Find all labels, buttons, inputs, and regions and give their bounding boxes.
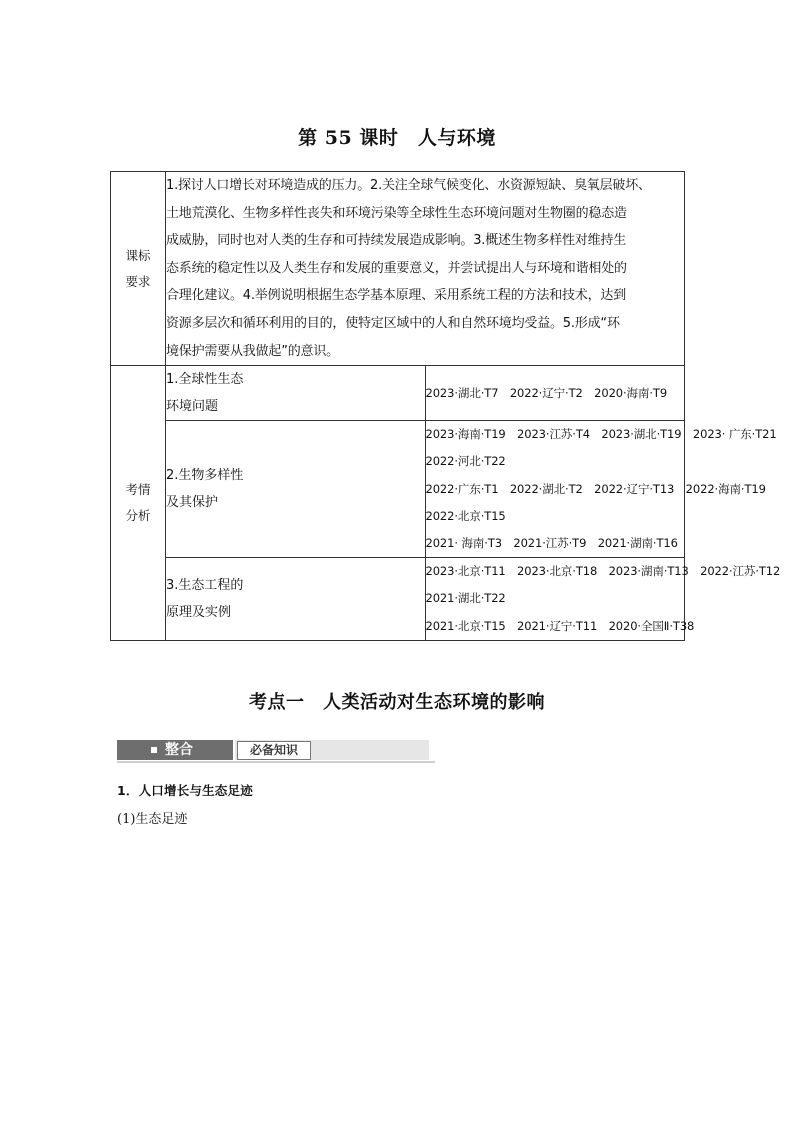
- exam-ref-line: 2023·湖北·T7 2022·辽宁·T2 2020·海南·T9: [425, 385, 668, 400]
- topic-title-line: 环境问题: [166, 399, 219, 415]
- square-bullet-icon: [151, 747, 157, 753]
- topic-cell: [166, 421, 426, 558]
- standard-line: 合理化建议。4.举例说明根据生态学基本原理、采用系统工程的方法和技术，达到: [166, 288, 627, 304]
- analysis-head-line: 分析: [125, 507, 151, 523]
- exam-ref-line: 2021· 海南·T3 2021·江苏·T9 2021·湖南·T16: [425, 535, 678, 550]
- analysis-head-line: 考情: [125, 481, 151, 497]
- section-heading: 考点一 人类活动对生态环境的影响: [249, 692, 545, 713]
- exam-ref-line: 2023·北京·T11 2023·北京·T18 2023·湖南·T13 2022·江苏·T12: [425, 564, 781, 579]
- exam-ref-line: 2021·湖北·T22: [425, 591, 506, 606]
- standard-line: 态系统的稳定性以及人类生存和发展的重要意义，并尝试提出人与环境和谐相处的: [166, 260, 627, 276]
- topic-title-line: 原理及实例: [166, 604, 232, 620]
- standard-line: 资源多层次和循环利用的目的，使特定区域中的人和自然环境均受益。5.形成“环: [166, 315, 620, 331]
- topic-cell: [166, 366, 426, 421]
- exam-ref-line: 2022·广东·T1 2022·湖北·T2 2022·辽宁·T13 2022·海南·T19: [425, 481, 766, 496]
- standard-line: 1.探讨人口增长对环境造成的压力。2.关注全球气候变化、水资源短缺、臭氧层破坏、: [166, 178, 651, 193]
- banner-tag: 必备知识: [237, 741, 311, 760]
- topic-title-line: 3.生态工程的: [166, 577, 244, 593]
- exam-ref-line: 2022·河北·T22: [425, 454, 506, 469]
- knowledge-banner: [117, 740, 435, 762]
- standard-line: 成威胁，同时也对人类的生存和可持续发展造成影响。3.概述生物多样性对维持生: [166, 233, 627, 249]
- standard-row: [111, 172, 685, 366]
- item-heading: 1．人口增长与生态足迹: [117, 783, 253, 798]
- topic-title-line: 2.生物多样性: [166, 468, 244, 484]
- exam-refs-cell: [425, 366, 685, 421]
- exam-ref-line: 2022·北京·T15: [425, 508, 506, 523]
- exam-ref-line: 2023·海南·T19 2023·江苏·T4 2023·湖北·T19 2023· 广东·T21: [425, 427, 777, 442]
- standard-text-cell: [166, 172, 685, 366]
- analysis-row-topic-2: [111, 421, 685, 558]
- standard-line: 土地荒漠化、生物多样性丧失和环境污染等全球性生态环境问题对生物圈的稳态造: [166, 205, 627, 221]
- banner-label: 整合: [165, 742, 193, 758]
- topic-title-line: 1.全球性生态: [166, 372, 244, 388]
- standard-line: 境保护需要从我做起”的意识。: [166, 343, 339, 359]
- lesson-title: 第 55 课时 人与环境: [298, 127, 496, 149]
- topic-cell: [166, 558, 426, 641]
- standard-row-header: [111, 172, 166, 366]
- sub-heading: (1)生态足迹: [117, 812, 188, 827]
- standard-head-line: 要求: [125, 273, 151, 289]
- exam-ref-line: 2021·北京·T15 2021·辽宁·T11 2020·全国Ⅱ·T38: [425, 618, 695, 633]
- exam-refs-cell: [425, 421, 777, 558]
- topic-title-line: 及其保护: [166, 495, 219, 511]
- analysis-row-topic-1: [111, 366, 685, 421]
- exam-refs-cell: [425, 558, 781, 641]
- overview-table: [110, 171, 781, 641]
- standard-head-line: 课标: [125, 247, 151, 263]
- banner-underline: [117, 761, 435, 763]
- banner-label-block: [117, 740, 233, 760]
- analysis-row-topic-3: [111, 558, 685, 641]
- analysis-row-header: [111, 366, 166, 641]
